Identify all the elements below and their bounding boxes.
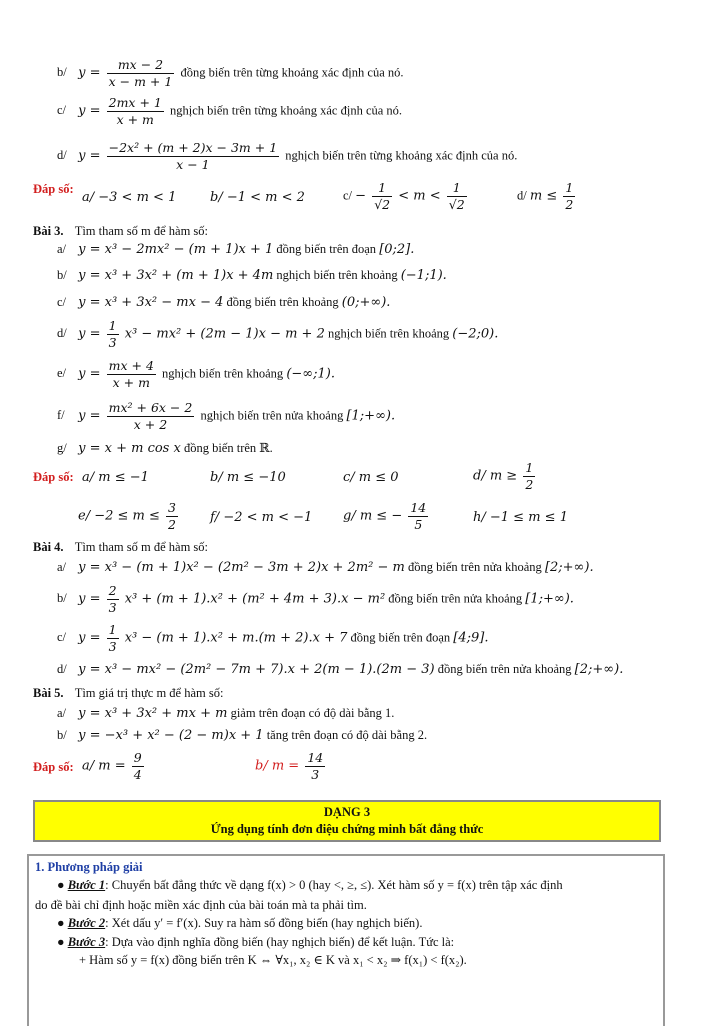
- fraction: [447, 180, 467, 213]
- step-1-continued: do đề bài chỉ định hoặc miền xác định của bài toán mà ta phải tìm.: [35, 898, 367, 912]
- interval: [0;2].: [379, 242, 415, 257]
- denominator: x − m + 1: [108, 74, 173, 89]
- item-label: a/: [57, 706, 67, 720]
- exercise-intro: Tìm tham số m để hàm số:: [74, 224, 209, 238]
- interval: (−∞;1).: [286, 366, 335, 382]
- bai4-heading: [33, 540, 208, 555]
- answer-row-1: [33, 182, 74, 197]
- fraction: [107, 95, 164, 128]
- numerator: 9: [133, 750, 142, 765]
- math: y =: [78, 366, 101, 382]
- math: −: [355, 188, 367, 204]
- interval: (−2;0).: [452, 326, 499, 342]
- bai3-f: [57, 400, 395, 433]
- denominator: 2: [525, 477, 534, 492]
- interval: [2;+∞).: [574, 662, 624, 677]
- step-text: : Chuyển bất đẳng thức về dạng f(x) > 0 (hay <, ≥, ≤). Xét hàm số y = f(x) trên tập xác định: [105, 878, 563, 892]
- item-label: c/: [57, 103, 67, 118]
- exercise-title: Bài 3.: [33, 224, 64, 238]
- section-banner: [33, 800, 661, 842]
- numerator: 14: [410, 500, 427, 515]
- math: e/ −2 ≤ m ≤: [78, 508, 160, 524]
- step-text: : Dựa vào định nghĩa đồng biến (hay nghịch biến) để kết luận. Tức là:: [105, 935, 455, 949]
- fraction: [107, 622, 119, 655]
- item-text: đồng biến trên ℝ.: [183, 441, 273, 455]
- method-box: [27, 854, 665, 1026]
- math: < m <: [398, 188, 441, 204]
- answer-b: b/ m ≤ −10: [210, 470, 286, 485]
- answer-label: c/: [343, 188, 353, 203]
- answer5-b: [255, 750, 328, 783]
- step-1: [57, 878, 563, 893]
- item-d: [57, 140, 517, 173]
- item-label: b/: [57, 268, 67, 282]
- fraction: [523, 460, 535, 493]
- numerator: 1: [108, 622, 117, 637]
- answer-label: d/: [517, 188, 527, 203]
- fraction: [107, 358, 156, 391]
- answer-d: [473, 460, 538, 493]
- bai3-e: [57, 358, 335, 391]
- bai3-d: [57, 318, 498, 351]
- math: x³ − (m + 1).x² + m.(m + 2).x + 7: [124, 630, 348, 646]
- bullet-icon: ●: [57, 916, 65, 930]
- numerator: 2: [108, 583, 117, 598]
- math: y = x³ − 2mx² − (m + 1)x + 1: [78, 242, 274, 257]
- math: y = −x³ + x² − (2 − m)x + 1: [78, 728, 264, 743]
- item-label: g/: [57, 441, 67, 455]
- math: y = x³ − (m + 1)x² − (2m² − 3m + 2)x + 2m² − m: [78, 560, 405, 575]
- answer-b: b/ −1 < m < 2: [210, 190, 305, 205]
- math: m ≤: [529, 188, 558, 204]
- math: y =: [78, 148, 101, 164]
- answer-title: Đáp số:: [33, 470, 74, 484]
- math: y =: [78, 326, 101, 342]
- fraction: [107, 57, 175, 90]
- bai5-b: [57, 728, 427, 743]
- answer-c: [343, 180, 470, 213]
- item-text: đồng biến trên từng khoảng xác định của nó.: [180, 65, 404, 80]
- denominator: x + m: [112, 375, 150, 390]
- math: y = x + m cos x: [78, 441, 181, 456]
- fraction: [107, 583, 119, 616]
- answer-a: a/ −3 < m < 1: [82, 190, 177, 205]
- numerator: 1: [565, 180, 574, 195]
- math: y =: [78, 591, 101, 607]
- denominator: 3: [108, 335, 117, 350]
- item-text: đồng biến trên nửa khoảng: [388, 591, 523, 606]
- interval: [1;+∞).: [346, 408, 396, 424]
- item-text: nghịch biến trên từng khoảng xác định của nó.: [169, 103, 403, 118]
- item-text: nghịch biến trên khoảng: [162, 366, 284, 381]
- rule-text: + Hàm số y = f(x) đồng biến trên K ⇔ ∀x₁, x₂ ∈ K và x₁ < x₂ ⇒ f(x₁) < f(x₂).: [79, 953, 467, 967]
- answer-f: f/ −2 < m < −1: [210, 510, 313, 525]
- exercise-title: Bài 5.: [33, 686, 64, 700]
- math: y =: [78, 630, 101, 646]
- interval: [4;9].: [453, 630, 489, 646]
- item-label: d/: [57, 326, 67, 341]
- interval: (0;+∞).: [341, 295, 391, 310]
- answer-h: h/ −1 ≤ m ≤ 1: [473, 510, 568, 525]
- item-text: nghịch biến trên nửa khoảng: [200, 408, 344, 423]
- denominator: 3: [108, 600, 117, 615]
- item-text: đồng biến trên đoạn: [276, 242, 377, 256]
- denominator: 3: [108, 639, 117, 654]
- step-text: : Xét dấu y′ = f′(x). Suy ra hàm số đồng biến (hay nghịch biến).: [105, 916, 423, 930]
- exercise-intro: Tìm tham số m để hàm số:: [74, 540, 209, 554]
- exercise-title: Bài 4.: [33, 540, 64, 554]
- section-title: DẠNG 3: [323, 805, 371, 819]
- interval: (−1;1).: [400, 268, 447, 283]
- math: x³ − mx² + (2m − 1)x − m + 2: [124, 326, 325, 342]
- math: y = x³ + 3x² − mx − 4: [78, 295, 224, 310]
- fraction: [372, 180, 392, 213]
- bai5-a: [57, 706, 394, 721]
- fraction: [107, 400, 195, 433]
- fraction: [305, 750, 325, 783]
- step-2: [57, 916, 422, 931]
- bai3-c: [57, 295, 390, 310]
- bai3-g: [57, 440, 273, 456]
- fraction: [107, 140, 280, 173]
- numerator: 1: [108, 318, 117, 333]
- math: y = x³ + 3x² + mx + m: [78, 706, 228, 721]
- fraction: [408, 500, 428, 533]
- answer5-title-row: [33, 760, 74, 775]
- item-text: nghịch biến trên từng khoảng xác định của nó.: [285, 148, 518, 163]
- math: y = x³ + 3x² + (m + 1)x + 4m: [78, 268, 274, 283]
- denominator: 2: [168, 517, 176, 532]
- exercise-intro: Tìm giá trị thực m để hàm số:: [74, 686, 224, 700]
- math: y =: [78, 408, 101, 424]
- section-subtitle: Ứng dụng tính đơn điệu chứng minh bất đẳng thức: [210, 822, 484, 836]
- answer-g: [343, 500, 431, 533]
- bai5-heading: [33, 686, 223, 701]
- math: d/ m ≥: [473, 468, 518, 484]
- answer-title: Đáp số:: [33, 182, 74, 196]
- bai3-heading: [33, 224, 208, 239]
- item-text: đồng biến trên nửa khoảng: [407, 560, 542, 574]
- denominator: √2: [448, 197, 465, 212]
- math: a/ m =: [82, 758, 126, 774]
- bai4-d: [57, 662, 623, 677]
- denominator: x − 1: [176, 157, 210, 172]
- numerator: 1: [372, 180, 392, 197]
- answer-e: [78, 500, 181, 533]
- fraction: [563, 180, 575, 213]
- denominator: 2: [565, 197, 574, 212]
- fraction: [107, 318, 119, 351]
- fraction: [166, 500, 178, 533]
- step-label: Bước 3: [67, 935, 106, 949]
- math: x³ + (m + 1).x² + (m² + 4m + 3).x − m²: [124, 591, 386, 607]
- numerator: 1: [525, 460, 534, 475]
- item-label: b/: [57, 728, 67, 742]
- item-label: c/: [57, 630, 67, 645]
- item-label: e/: [57, 366, 67, 381]
- math: y =: [78, 65, 101, 81]
- math: g/ m ≤ −: [343, 508, 403, 524]
- denominator: x + m: [116, 112, 154, 127]
- item-text: nghịch biến trên khoảng: [276, 268, 398, 282]
- item-label: a/: [57, 560, 67, 574]
- bai4-a: [57, 560, 594, 575]
- numerator: −2x² + (m + 2)x − 3m + 1: [108, 140, 278, 155]
- method-heading: 1. Phương pháp giải: [35, 860, 143, 874]
- math: y =: [78, 103, 101, 119]
- item-c: [57, 95, 402, 128]
- numerator: mx − 2: [107, 57, 175, 74]
- numerator: 1: [447, 180, 467, 197]
- answer-d: [517, 180, 578, 213]
- denominator: 3: [311, 767, 320, 782]
- bullet-icon: ●: [57, 878, 65, 892]
- numerator: 2mx + 1: [108, 95, 162, 110]
- interval: [2;+∞).: [544, 560, 594, 575]
- item-text: đồng biến trên khoảng: [226, 295, 339, 309]
- item-label: b/: [57, 591, 67, 606]
- bai3-b: [57, 268, 447, 283]
- item-text: đồng biến trên nửa khoảng: [437, 662, 572, 676]
- item-label: b/: [57, 65, 67, 80]
- answer-c: c/ m ≤ 0: [343, 470, 399, 485]
- fraction: [132, 750, 144, 783]
- bai4-c: [57, 622, 488, 655]
- math: y = x³ − mx² − (2m² − 7m + 7).x + 2(m − 1).(2m − 3): [78, 662, 435, 677]
- step-label: Bước 2: [67, 916, 106, 930]
- item-text: đồng biến trên đoạn: [350, 630, 451, 645]
- answer-title: Đáp số:: [33, 760, 74, 774]
- numerator: mx + 4: [108, 358, 154, 373]
- denominator: √2: [374, 197, 391, 212]
- denominator: x + 2: [133, 417, 168, 432]
- math: b/ m =: [255, 758, 300, 774]
- item-label: d/: [57, 148, 67, 163]
- numerator: 14: [307, 750, 324, 765]
- item-label: d/: [57, 662, 67, 676]
- numerator: 3: [168, 500, 176, 515]
- answer5-a: [82, 750, 147, 783]
- item-label: a/: [57, 242, 67, 256]
- bullet-icon: ●: [57, 935, 65, 949]
- interval: [1;+∞).: [525, 591, 574, 607]
- item-text: tăng trên đoạn có độ dài bằng 2.: [266, 728, 428, 742]
- answer3-title-row: [33, 470, 74, 485]
- item-b: [57, 57, 404, 90]
- answer-a: a/ m ≤ −1: [82, 470, 149, 485]
- item-label: f/: [57, 408, 65, 423]
- denominator: 5: [414, 517, 423, 532]
- item-text: giảm trên đoạn có độ dài bằng 1.: [230, 706, 395, 720]
- bai3-a: [57, 242, 414, 257]
- step-3: [57, 935, 454, 950]
- bai4-b: [57, 583, 574, 616]
- denominator: 4: [133, 767, 142, 782]
- step-label: Bước 1: [67, 878, 106, 892]
- numerator: mx² + 6x − 2: [108, 400, 193, 415]
- item-label: c/: [57, 295, 67, 309]
- item-text: nghịch biến trên khoảng: [327, 326, 450, 341]
